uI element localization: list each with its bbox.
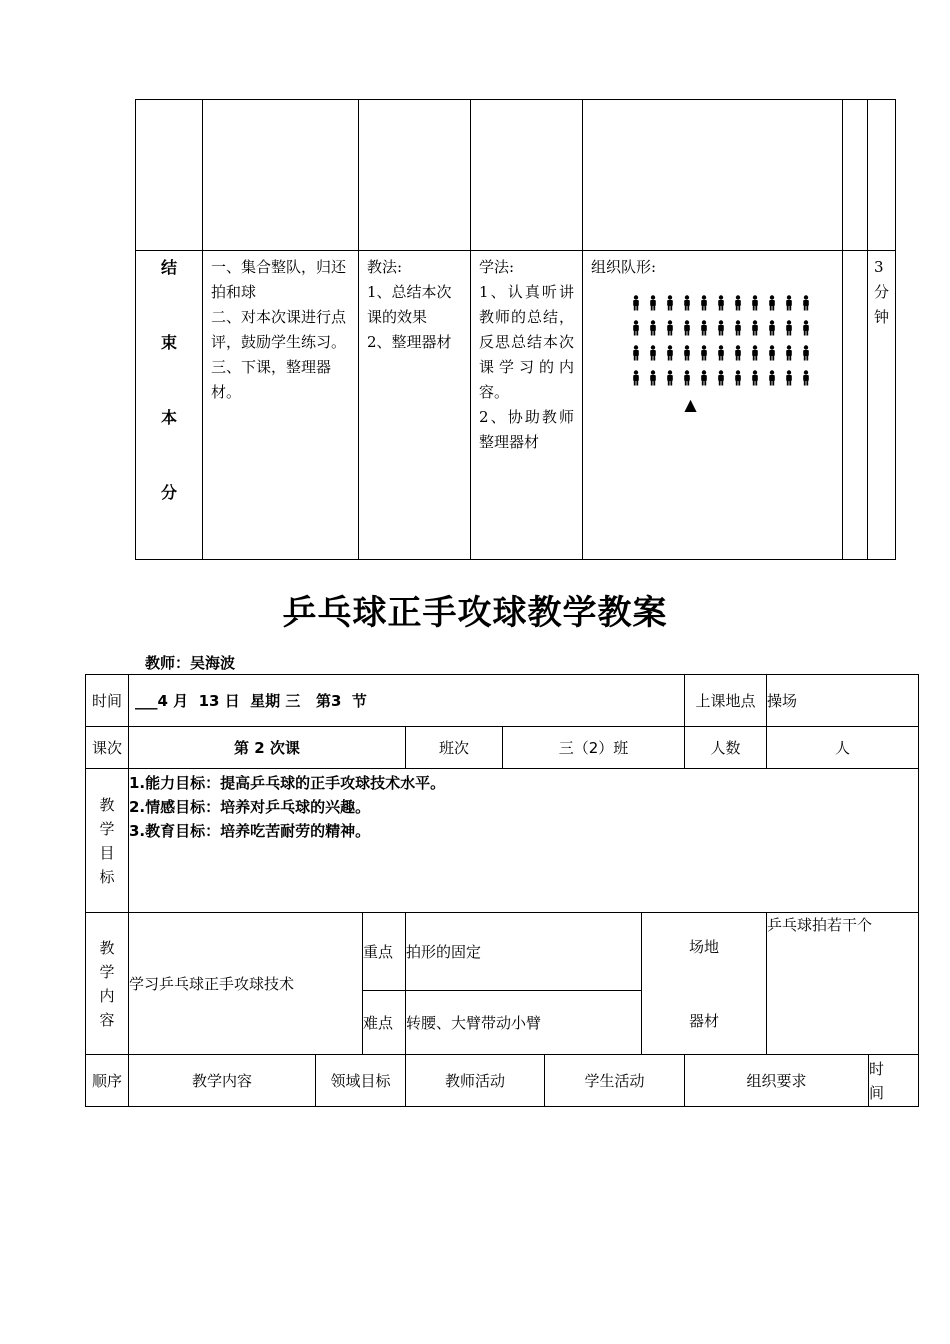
venue-label: 上课地点 [685, 675, 767, 727]
col-time: 时 间 [869, 1055, 919, 1107]
difficulty-label: 难点 [363, 991, 406, 1055]
lesson-plan-table [85, 674, 919, 1107]
objectives-list: 1.能力目标：提高乒乓球的正手攻球技术水平。 2.情感目标：培养对乒乓球的兴趣。 3.教育目标：培养吃苦耐劳的精神。 [129, 769, 919, 913]
student-icon [661, 320, 678, 345]
student-icon [627, 345, 644, 370]
student-icon [695, 320, 712, 345]
student-icon [678, 320, 695, 345]
teacher-name: 教师：吴海波 [145, 654, 236, 672]
content-label: 教 学 内 容 [86, 913, 129, 1055]
student-icon [746, 295, 763, 320]
student-icon [644, 295, 661, 320]
venue-value: 操场 [767, 675, 919, 727]
student-icon [763, 295, 780, 320]
student-icon [712, 320, 729, 345]
objectives-label: 教 学 目 标 [86, 769, 129, 913]
student-icon [746, 320, 763, 345]
col-domain: 领域目标 [316, 1055, 406, 1107]
student-icon [763, 320, 780, 345]
empty-row [136, 100, 896, 251]
session-value: 第 2 次课 [129, 727, 406, 769]
student-icon [780, 320, 797, 345]
equipment-value: 乒乓球拍若干个 [767, 913, 919, 1055]
formation-row [627, 369, 834, 394]
student-icon [627, 295, 644, 320]
student-icon [729, 370, 746, 395]
formation-row [627, 294, 834, 319]
student-icon [695, 370, 712, 395]
organization-cell [583, 251, 843, 560]
student-icon [678, 345, 695, 370]
student-icon [780, 345, 797, 370]
key-value: 拍形的固定 [406, 913, 642, 991]
student-icon [746, 345, 763, 370]
student-icon [661, 345, 678, 370]
ending-content: 一、集合整队，归还拍和球 二、对本次课进行点评，鼓励学生练习。 三、下课，整理器材。 [203, 251, 359, 560]
student-icon [797, 320, 814, 345]
student-icon [627, 370, 644, 395]
student-icon [644, 345, 661, 370]
student-icon [763, 345, 780, 370]
teacher-position-icon: ▲ [684, 395, 697, 414]
date-text: ___4 月 13 日 星期 三 第3 节 [129, 675, 685, 727]
student-icon [746, 370, 763, 395]
col-organization: 组织要求 [685, 1055, 869, 1107]
student-icon [712, 370, 729, 395]
student-icon [661, 295, 678, 320]
student-icon [627, 320, 644, 345]
ending-section-table [135, 99, 896, 560]
time-row: 时间 ___4 月 13 日 星期 三 第3 节 上课地点 操场 [86, 675, 919, 727]
student-icon [695, 345, 712, 370]
formation-row [627, 319, 834, 344]
section-label: 结 束 本 分 [136, 251, 203, 560]
class-label: 班次 [406, 727, 503, 769]
col-order: 顺序 [86, 1055, 129, 1107]
student-icon [729, 320, 746, 345]
class-value: 三（2）班 [503, 727, 685, 769]
key-label: 重点 [363, 913, 406, 991]
student-icon [661, 370, 678, 395]
col-content: 教学内容 [129, 1055, 316, 1107]
col-student-activity: 学生活动 [545, 1055, 685, 1107]
content-row-1 [86, 913, 919, 991]
objectives-row [86, 769, 919, 913]
student-icon [763, 370, 780, 395]
difficulty-value: 转腰、大臂带动小臂 [406, 991, 642, 1055]
document-title: 乒乓球正手攻球教学教案 [282, 593, 668, 633]
count-value: 人 [767, 727, 919, 769]
student-icon [797, 370, 814, 395]
student-icon [780, 295, 797, 320]
student-icon [729, 295, 746, 320]
student-icon [712, 295, 729, 320]
student-icon [712, 345, 729, 370]
student-icon [729, 345, 746, 370]
time-cell: 3 分 钟 [868, 251, 896, 560]
organization-label: 组织队形: [591, 258, 657, 276]
ending-row [136, 251, 896, 560]
student-icon [644, 320, 661, 345]
student-icon [780, 370, 797, 395]
formation-diagram [627, 294, 834, 394]
student-method: 学法: 1、认真听讲教师的总结，反思总结本次课学习的内容。 2、协助教师整理器材 [471, 251, 583, 560]
session-row: 课次 第 2 次课 班次 三（2）班 人数 人 [86, 727, 919, 769]
student-icon [797, 345, 814, 370]
student-icon [678, 295, 695, 320]
count-label: 人数 [685, 727, 767, 769]
col-teacher-activity: 教师活动 [406, 1055, 545, 1107]
student-icon [797, 295, 814, 320]
student-icon [695, 295, 712, 320]
column-header-row [86, 1055, 919, 1107]
venue-equipment-labels: 场地 器材 [642, 913, 767, 1055]
formation-row [627, 344, 834, 369]
content-text: 学习乒乓球正手攻球技术 [129, 913, 363, 1055]
student-icon [644, 370, 661, 395]
teacher-method: 教法: 1、总结本次课的效果 2、整理器材 [359, 251, 471, 560]
